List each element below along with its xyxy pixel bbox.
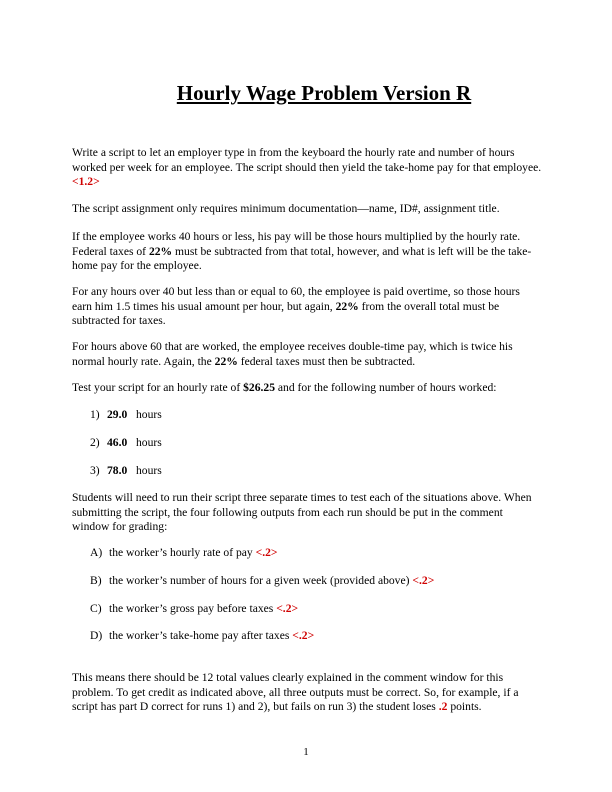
list-number: 2) (90, 436, 100, 449)
list-number: 1) (90, 408, 100, 421)
points-badge: <.2> (412, 574, 435, 587)
output-text: the worker’s gross pay before taxes (109, 602, 277, 615)
page-number: 1 (303, 746, 309, 758)
points-badge: <.2> (276, 602, 299, 615)
double-time-paragraph (72, 340, 542, 369)
double-time-text-end: federal taxes must then be subtracted. (237, 354, 416, 368)
points-badge: <.2> (292, 629, 315, 642)
submission-paragraph: Students will need to run their script three separate times to test each of the situations above. When submitting the script, the four following outputs from each run should be put in the comment window for grading: (72, 491, 532, 533)
hours-list-item (90, 436, 162, 451)
hourly-rate: $26.25 (243, 381, 275, 394)
tax-rate: 22% (214, 354, 238, 368)
test-text-end: and for the following number of hours worked: (275, 381, 497, 394)
summary-paragraph (72, 671, 542, 715)
summary-text: This means there should be 12 total values clearly explained in the comment window for this problem. To get credit as indicated above, all three outputs must be correct. So, for example, if a script has part D correct for runs 1) and 2), but fails on run 3) the student loses (72, 671, 519, 713)
list-number: 3) (90, 464, 100, 477)
output-text: the worker’s take-home pay after taxes (109, 629, 293, 642)
base-pay-paragraph (72, 230, 542, 274)
output-text: the worker’s hourly rate of pay (109, 546, 256, 559)
output-list-item (90, 546, 278, 561)
hours-unit: hours (136, 436, 162, 449)
overtime-text-end: from the overall total must be subtracted for taxes. (72, 299, 500, 327)
hours-value: 46.0 (107, 436, 128, 449)
output-list-item (90, 629, 314, 644)
points-badge: <.2> (255, 546, 278, 559)
output-list-item (90, 574, 434, 589)
list-letter: D) (90, 629, 103, 642)
summary-text-end: points. (447, 700, 482, 713)
overtime-text: For any hours over 40 but less than or equal to 60, the employee is paid overtime, so those hours earn him 1.5 times his usual amount per hour, but again, (72, 285, 520, 313)
list-letter: C) (90, 602, 102, 615)
output-list-item (90, 602, 298, 617)
base-pay-text: If the employee works 40 hours or less, his pay will be those hours multiplied by the hourly rate. Federal taxes of (72, 230, 521, 258)
intro-paragraph (72, 146, 542, 190)
documentation-paragraph: The script assignment only requires minimum documentation—name, ID#, assignment title. (72, 202, 500, 215)
intro-text: Write a script to let an employer type in from the keyboard the hourly rate and number of hours worked per week for an employee. The script should then yield the take-home pay for that employee. (72, 146, 542, 174)
double-time-text: For hours above 60 that are worked, the employee receives double-time pay, which is twice his normal hourly rate. Again, the (72, 340, 513, 368)
test-text: Test your script for an hourly rate of (72, 381, 244, 394)
output-text: the worker’s number of hours for a given week (provided above) (109, 574, 413, 587)
list-letter: B) (90, 574, 102, 587)
hours-unit: hours (136, 464, 162, 477)
test-instructions (72, 381, 542, 396)
tax-rate: 22% (148, 244, 173, 258)
list-letter: A) (90, 546, 103, 559)
hours-value: 29.0 (107, 408, 128, 421)
page-title: Hourly Wage Problem Version R (176, 81, 472, 105)
hours-unit: hours (136, 408, 162, 421)
hours-list-item (90, 408, 162, 423)
base-pay-text-end: must be subtracted from that total, however, and what is left will be the take-home pay for the employee. (72, 244, 532, 272)
points-value: .2 (438, 700, 448, 713)
overtime-paragraph (72, 285, 542, 329)
tax-rate: 22% (335, 299, 359, 313)
hours-list-item (90, 464, 162, 479)
hours-value: 78.0 (107, 464, 128, 477)
points-badge: <1.2> (72, 175, 100, 188)
